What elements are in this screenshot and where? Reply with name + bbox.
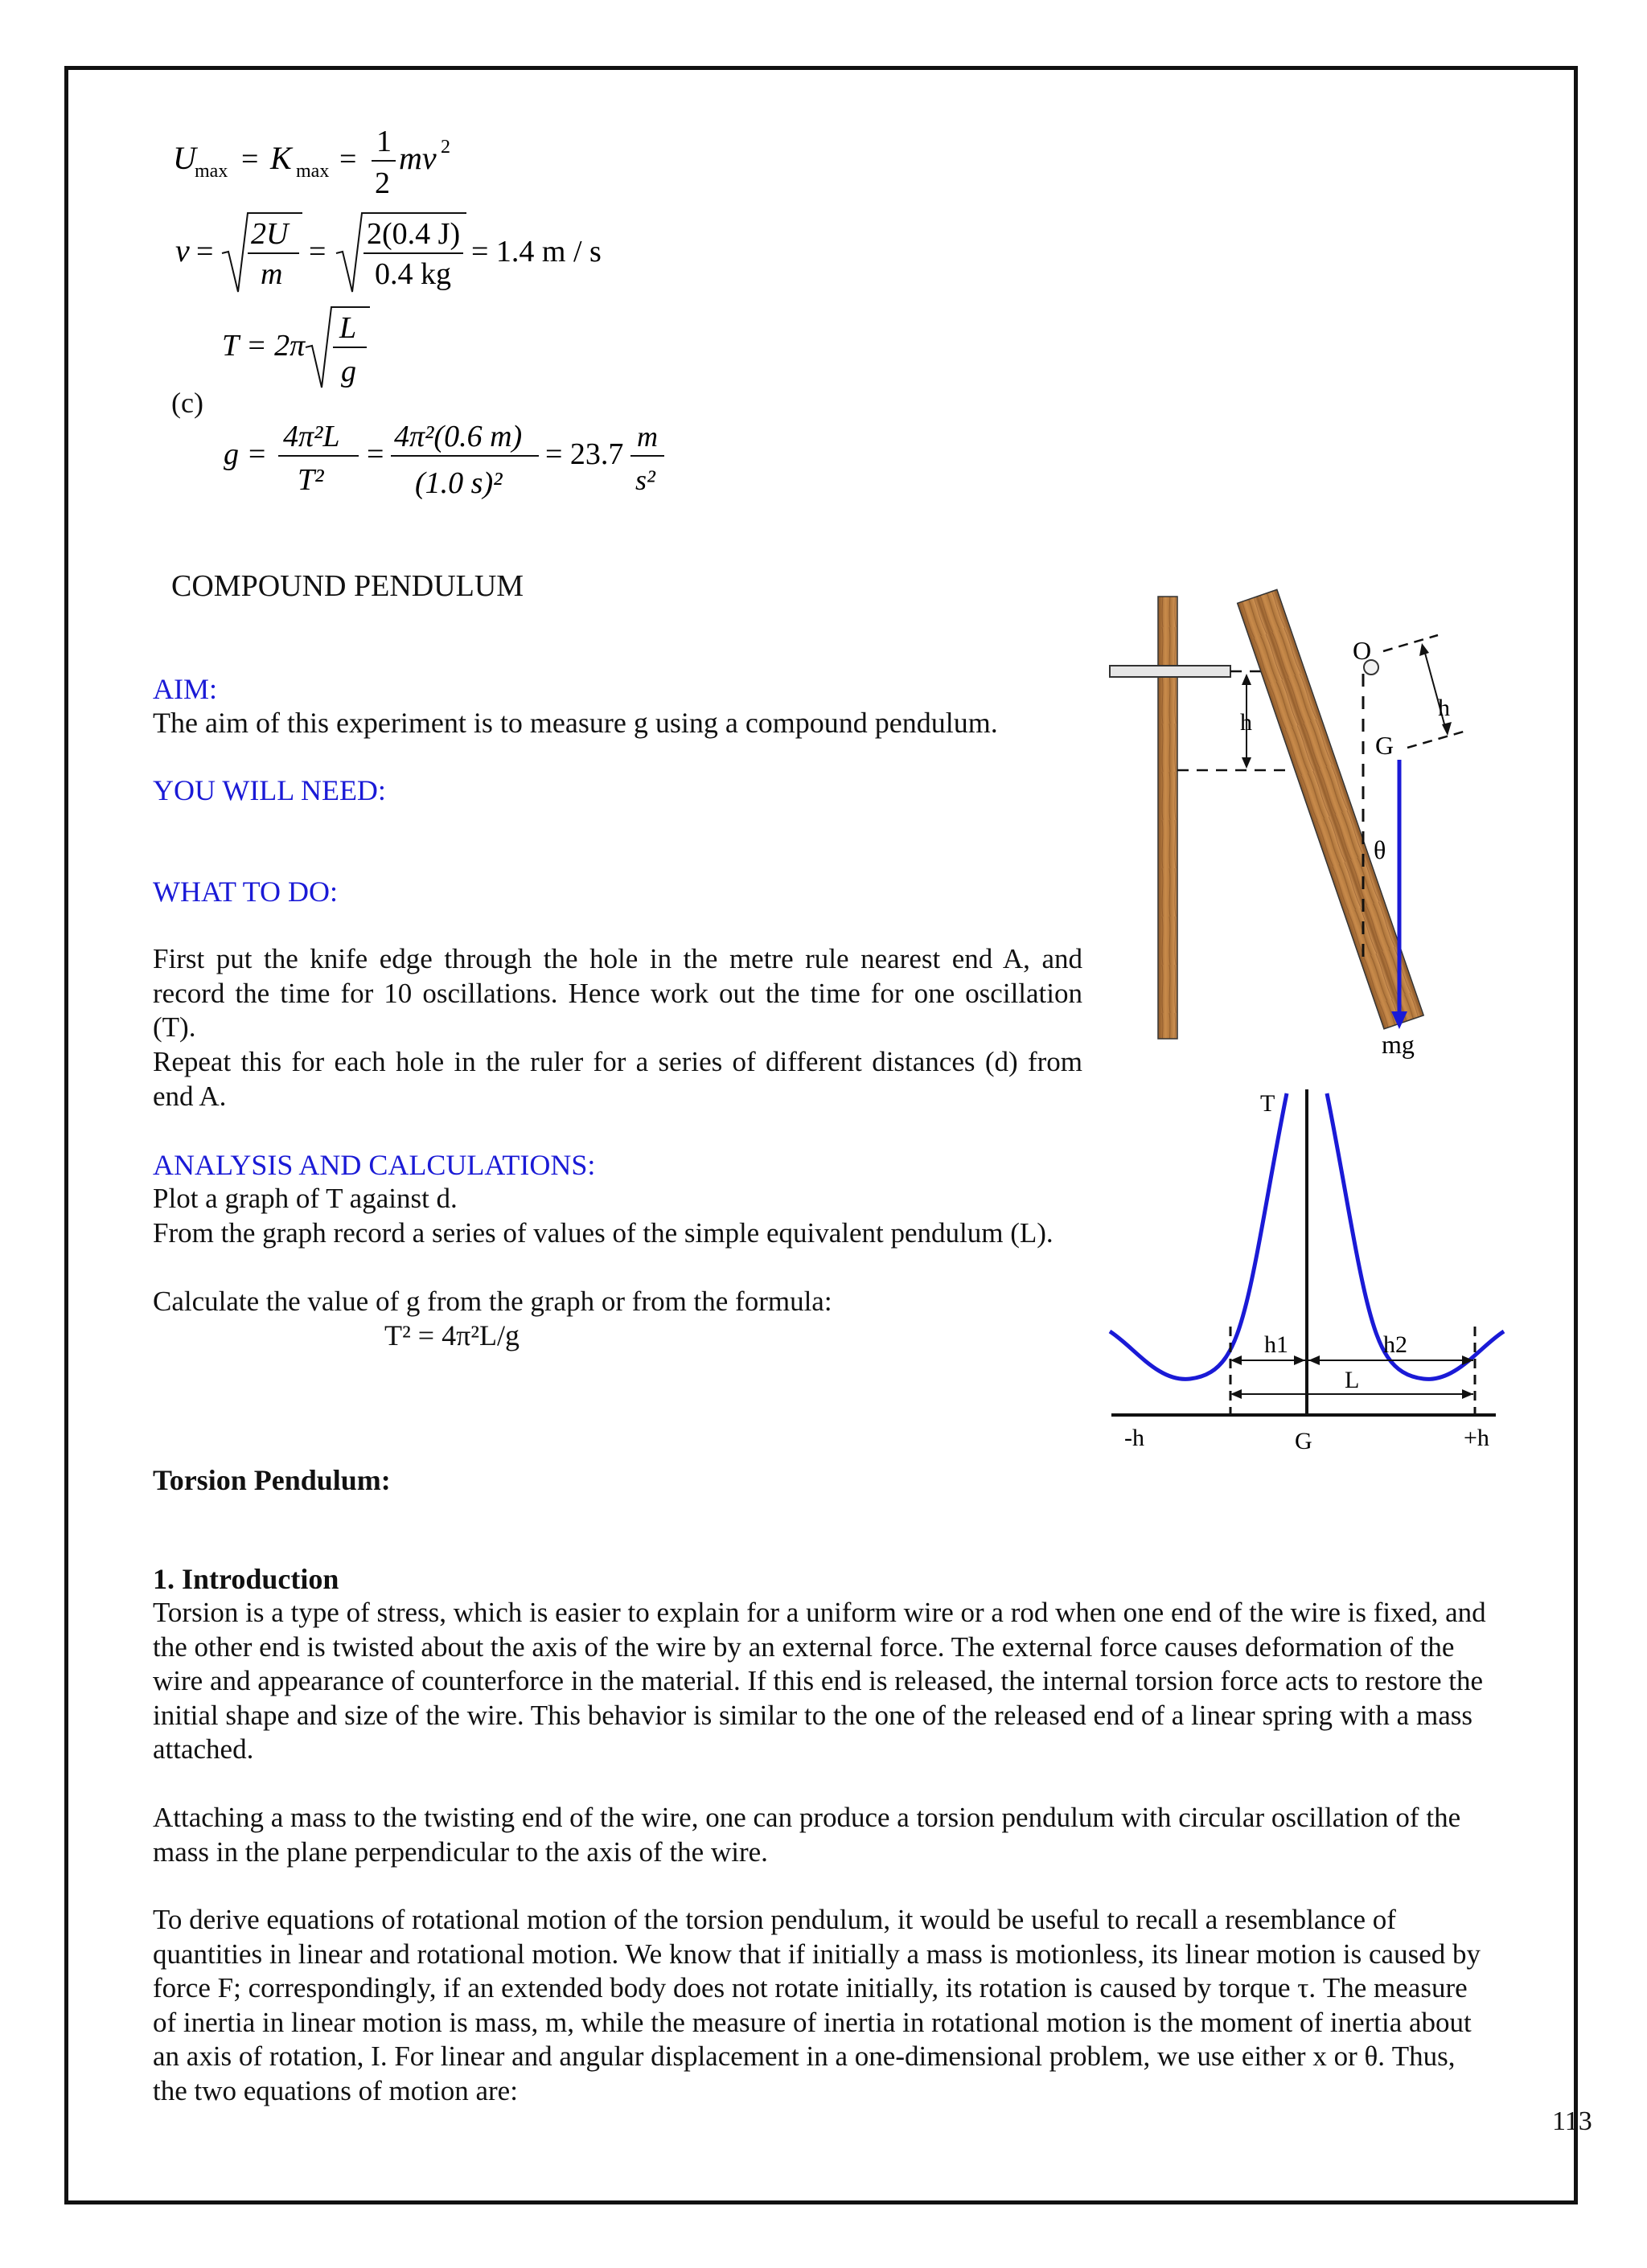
eq4-lhs: g = [224,437,268,471]
graph-minus-h: -h [1124,1425,1144,1451]
graph-curve-left [1110,1093,1287,1379]
eq2-frac2-den: 0.4 kg [375,257,451,291]
eq2-lhs: v [175,232,190,269]
eq2-frac2-num: 2(0.4 J) [367,217,461,251]
diagram-h-left: h [1240,709,1252,736]
eq3-den: g [341,355,356,388]
page-number: 113 [1552,2106,1592,2136]
tilted-rule [1238,589,1423,1028]
graph-L-label: L [1345,1367,1360,1393]
metre-rule [1158,597,1177,1039]
graph-G-label: G [1295,1428,1312,1454]
torsion-para-2: Attaching a mass to the twisting end of the wire, one can produce a torsion pendulum with circular oscillation of the mass in the plane perpendicular to the axis of the wire. [153,1802,1461,1868]
pendulum-diagram [1102,579,1520,1061]
diagram-O: O [1353,636,1372,665]
eq1-frac-num: 1 [376,125,392,158]
graph-T-label: T [1260,1090,1275,1117]
svg-text:=: = [367,437,384,471]
torsion-para-3: To derive equations of rotational motion of the torsion pendulum, it would be useful to recall a resemblance of quantities in linear and rotational motion. We know that if initially a mass is motionless, its linear motion is caused by force F; correspondingly, if an extended body does not rotate initially, its rotation is caused by torque τ. The measure of inertia in linear motion is mass, m, while the measure of inertia in rotational motion is the moment of inertia about an axis of rotation, I. For linear and angular displacement in a one-dimensional problem, we use either x or θ. Thus, the two equations of motion are: [153,1904,1481,2106]
equation-gravity [161,406,692,511]
eq1-k-sub: max [296,161,330,182]
eq1-rhs-sup: 2 [441,137,450,158]
eq3-lhs: T = 2π [222,329,306,363]
todo-text-2: Repeat this for each hole in the ruler for a series of different distances (d) from end A. [153,1046,1082,1112]
graph-plus-h: +h [1464,1425,1489,1451]
eq4-unit-num: m [637,420,658,453]
analysis-text-1: Plot a graph of T against d. [153,1183,458,1214]
analysis-text-3: Calculate the value of g from the graph or from the formula: [153,1286,832,1317]
period-formula: T² = 4π²L/g [384,1319,520,1351]
torsion-title: Torsion Pendulum: [153,1464,391,1496]
diagram-mg: mg [1382,1030,1415,1059]
svg-text:=: = [339,142,357,176]
period-graph [1102,1077,1520,1463]
diagram-theta: θ [1374,835,1386,864]
svg-text:=: = [196,235,214,269]
eq4-frac1-num: 4π²L [283,420,340,453]
compound-title: COMPOUND PENDULUM [171,569,524,603]
eq3-num: L [339,311,357,345]
eq1-rhs: mv [399,140,437,176]
part-label: (c) [171,387,203,419]
eq1-lhs-sub: max [195,161,228,182]
equation-energy [161,113,499,209]
intro-heading: 1. Introduction [153,1563,339,1595]
eq4-unit-den: s² [635,464,655,496]
eq1-k: K [270,140,292,176]
analysis-text-2: From the graph record a series of values of the simple equivalent pendulum (L). [153,1217,1054,1249]
svg-text:=: = [309,235,327,269]
todo-heading: WHAT TO DO: [153,876,339,908]
eq4-frac2-den: (1.0 s)² [415,466,503,500]
eq1-frac-den: 2 [375,166,390,200]
aim-text: The aim of this experiment is to measure g using a compound pendulum. [153,707,998,739]
need-heading: YOU WILL NEED: [153,774,386,806]
equation-period [201,297,410,402]
todo-text-1: First put the knife edge through the hole in the metre rule nearest end A, and record the time for 10 oscillations. Hence work out the time for one oscillation (T). [153,943,1082,1043]
graph-curve-right [1327,1093,1504,1379]
eq2-result: = 1.4 m / s [471,235,602,269]
diagram-G: G [1375,731,1394,760]
eq4-result: = 23.7 [545,437,624,471]
eq4-frac2-num: 4π²(0.6 m) [394,420,523,453]
graph-h2-label: h2 [1383,1331,1407,1358]
eq1-lhs: U [173,140,196,176]
analysis-heading: ANALYSIS AND CALCULATIONS: [153,1149,596,1181]
graph-h1-label: h1 [1264,1331,1288,1358]
knife-edge [1110,666,1230,677]
svg-text:=: = [241,142,259,176]
eq2-frac1-den: m [261,257,283,291]
eq4-frac1-den: T² [298,463,324,497]
eq2-frac1-num: 2U [251,217,289,251]
diagram-h-right: h [1438,695,1450,721]
aim-heading: AIM: [153,673,217,705]
equation-velocity [161,205,611,301]
torsion-para-1: Torsion is a type of stress, which is easier to explain for a uniform wire or a rod when one end of the wire is fixed, and the other end is twisted about the axis of the wire by an external force. The external force causes deformation of the wire and appearance of counterforce in the material. If this end is released, the internal torsion force acts to restore the initial shape and size of the wire. This behavior is similar to the one of the released end of a linear spring with a mass attached. [153,1597,1486,1765]
